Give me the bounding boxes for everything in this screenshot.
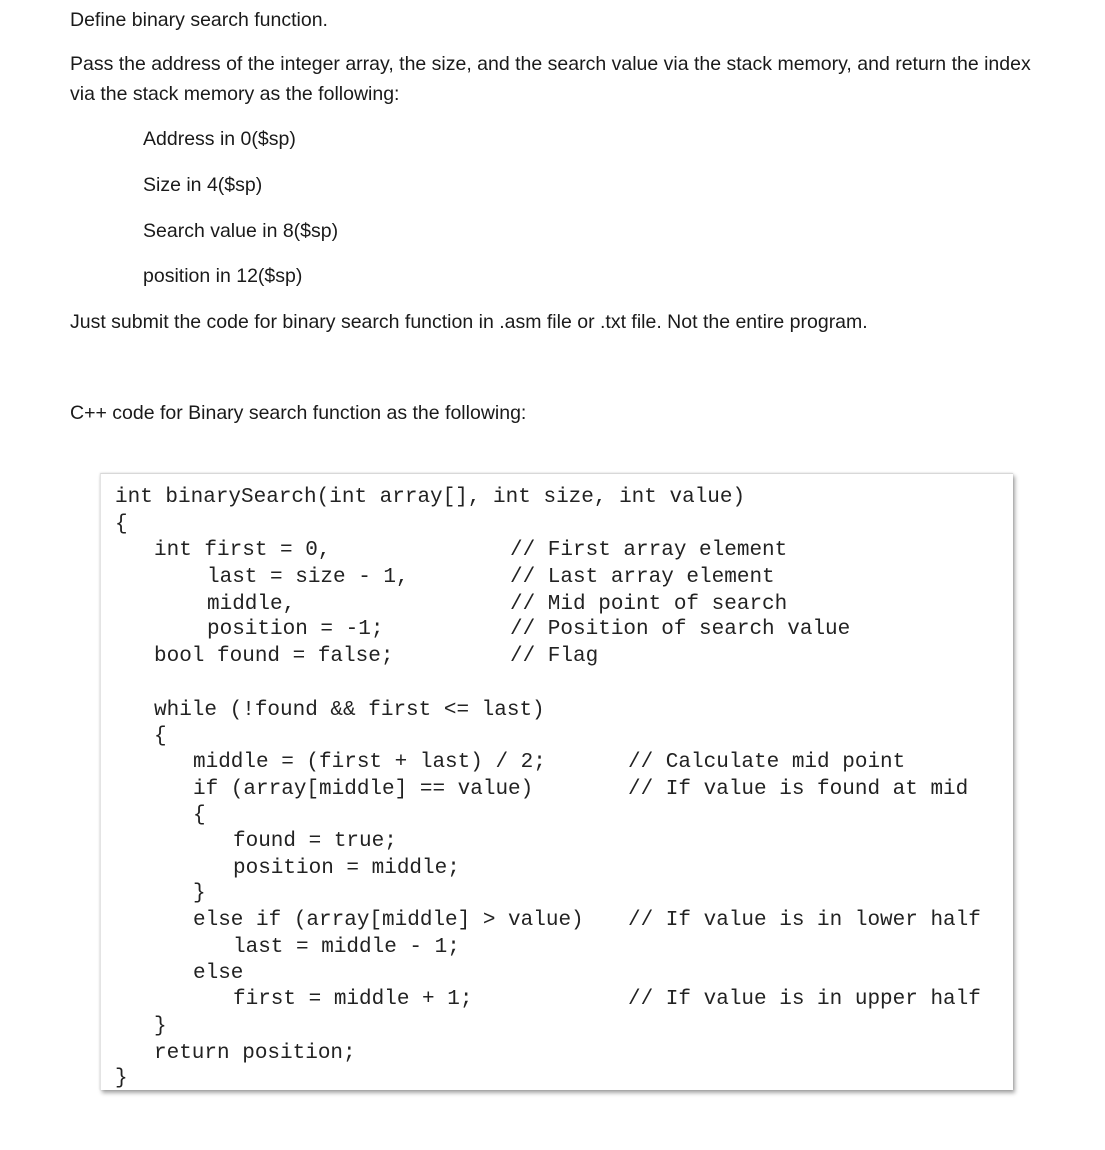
code-while-close: } [154,1015,167,1038]
code-last-assign: last = middle - 1; [233,936,460,959]
code-middle-calc: middle = (first + last) / 2; [193,751,546,774]
code-signature: int binarySearch(int array[], int size, int value) [115,486,746,509]
code-found-true: found = true; [233,830,397,853]
code-box [100,473,1013,1090]
code-close-brace: } [115,1067,128,1090]
stack-param-address: Address in 0($sp) [143,128,296,150]
instructions-paragraph: Pass the address of the integer array, the size, and the search value via the stack memory, and return the index via the stack memory as the following: [70,53,1031,105]
code-while: while (!found && first <= last) [154,699,545,722]
submit-instruction: Just submit the code for binary search function in .asm file or .txt file. Not the entire program. [70,311,868,333]
code-comment-flag: // Flag [510,645,599,668]
code-position-assign: position = middle; [233,857,460,880]
code-decl-last: last = size - 1, [207,566,409,589]
code-else: else [193,962,244,985]
code-comment-calc: // Calculate mid point [628,751,906,774]
code-if-close: } [193,882,206,905]
code-if-open: { [193,804,206,827]
code-comment-last: // Last array element [510,566,775,589]
code-else-if: else if (array[middle] > value) [193,909,584,932]
code-comment-if: // If value is found at mid [628,778,969,801]
code-open-brace: { [115,513,128,536]
code-decl-middle: middle, [207,593,296,616]
code-first-assign: first = middle + 1; [233,988,473,1011]
heading: Define binary search function. [70,9,328,31]
code-decl-position: position = -1; [207,618,384,641]
stack-param-position: position in 12($sp) [143,265,303,287]
code-comment-first: // First array element [510,539,788,562]
stack-param-size: Size in 4($sp) [143,174,263,196]
code-decl-found: bool found = false; [154,645,394,668]
code-return: return position; [154,1042,356,1065]
code-comment-lower: // If value is in lower half [628,909,981,932]
code-decl-first: int first = 0, [154,539,331,562]
stack-param-search-value: Search value in 8($sp) [143,220,339,242]
code-if: if (array[middle] == value) [193,778,534,801]
code-while-open: { [154,725,167,748]
code-comment-position: // Position of search value [510,618,851,641]
cpp-intro: C++ code for Binary search function as the following: [70,402,527,424]
code-comment-middle: // Mid point of search [510,593,788,616]
code-comment-upper: // If value is in upper half [628,988,981,1011]
